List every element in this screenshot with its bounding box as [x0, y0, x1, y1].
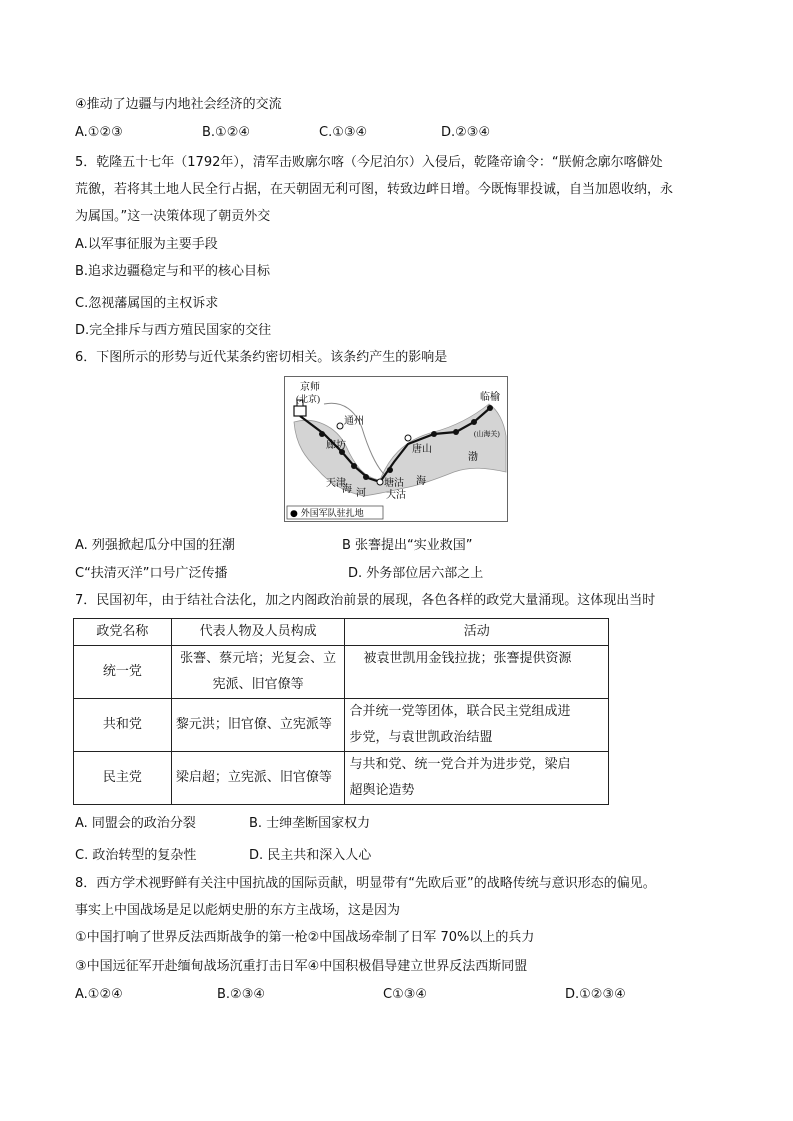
- q6-map-figure: [284, 376, 508, 522]
- q5-option-d[interactable]: D.完全排斥与西方殖民国家的交往: [75, 323, 272, 338]
- q7-option-d[interactable]: D. 民主共和深入人心: [249, 848, 372, 863]
- party-activity-line2: [363, 672, 604, 698]
- party-people-line1: 黎元洪；旧官僚、立宪派等: [175, 717, 332, 732]
- q7-option-a[interactable]: A. 同盟会的政治分裂: [75, 816, 196, 831]
- table-row: [74, 752, 609, 805]
- q5-stem-line3: 为属国。”这一决策体现了朝贡外交: [75, 209, 271, 224]
- map-label-tongzhou: 通州: [344, 416, 364, 427]
- q5-option-c[interactable]: C.忽视藩属国的主权诉求: [75, 296, 219, 311]
- party-activity-line1: 合并统一党等团体，联合民主党组成进: [349, 704, 571, 719]
- q7-option-b[interactable]: B. 士绅垄断国家权力: [249, 816, 371, 831]
- map-label-jingshi: 京师: [300, 382, 320, 393]
- q8-option-a[interactable]: A.①②④: [75, 987, 123, 1002]
- party-activity: [345, 752, 609, 805]
- q6-option-a[interactable]: A. 列强掀起瓜分中国的狂潮: [75, 538, 235, 553]
- table-header: 活动: [345, 619, 609, 646]
- party-activity-line1: 与共和党、统一党合并为进步党，梁启: [349, 757, 571, 772]
- map-label-bo: 渤: [468, 452, 478, 463]
- party-people: [171, 646, 345, 699]
- q4-option-c[interactable]: C.①③④: [319, 125, 368, 140]
- party-activity-line1: 被袁世凯用金钱拉拢；张謇提供资源: [363, 651, 572, 666]
- q8-option-c[interactable]: C①③④: [383, 987, 428, 1002]
- q7-option-c[interactable]: C. 政治转型的复杂性: [75, 848, 197, 863]
- q8-statements-3-4: ③中国远征军开赴缅甸战场沉重打击日军④中国积极倡导建立世界反法西斯同盟: [75, 959, 528, 974]
- q6-stem: 6．下图所示的形势与近代某条约密切相关。该条约产生的影响是: [75, 350, 448, 365]
- q4-option-a[interactable]: A.①②③: [75, 125, 123, 140]
- party-people: [171, 752, 345, 805]
- party-people-line2: 宪派、旧官僚等: [212, 677, 304, 692]
- party-activity: [345, 646, 609, 699]
- q5-option-a[interactable]: A.以军事征服为主要手段: [75, 237, 218, 252]
- q5-option-b[interactable]: B.追求边疆稳定与和平的核心目标: [75, 264, 271, 279]
- q4-option-d[interactable]: D.②③④: [441, 125, 491, 140]
- map-label-shanhaiguan: (山海关): [474, 430, 500, 438]
- table-header: 代表人物及人员构成: [171, 619, 345, 646]
- table-header: 政党名称: [74, 619, 172, 646]
- q5-stem-line2: 荒徼，若将其土地人民全行占据，在天朝固无利可图，转致边衅日增。今既悔罪投诚，自当加恩收纳，永: [75, 182, 674, 197]
- party-name: 共和党: [74, 699, 172, 752]
- table-header-row: [74, 619, 609, 646]
- party-activity-line2: 步党，与袁世凯政治结盟: [349, 730, 493, 745]
- table-row: [74, 646, 609, 699]
- party-people-line1: 梁启超；立宪派、旧官僚等: [175, 770, 332, 785]
- map-label-tanggu: 塘沽: [384, 478, 404, 489]
- q6-option-b[interactable]: B 张謇提出“实业救国”: [342, 538, 473, 553]
- party-people: [171, 699, 345, 752]
- q4-statement-4: ④推动了边疆与内地社会经济的交流: [75, 97, 282, 112]
- party-activity: [345, 699, 609, 752]
- q8-statements-1-2: ①中国打响了世界反法西斯战争的第一枪②中国战场牵制了日军 70%以上的兵力: [75, 930, 535, 945]
- q8-stem-line2: 事实上中国战场是足以彪炳史册的东方主战场，这是因为: [75, 903, 401, 918]
- q8-option-b[interactable]: B.②③④: [217, 987, 266, 1002]
- map-label-beijing: (北京): [296, 394, 320, 404]
- party-people-line1: 张謇、蔡元培；光复会、立: [180, 651, 337, 666]
- party-name: 民主党: [74, 752, 172, 805]
- map-label-linyu: 临榆: [480, 392, 500, 403]
- q7-party-table: [73, 618, 609, 805]
- map-troop-marker: [319, 431, 325, 437]
- q7-stem: 7．民国初年，由于结社合法化，加之内阁政治前景的展现，各色各样的政党大量涌现。这体现出当时: [75, 593, 656, 608]
- map-legend: ● 外国军队驻扎地: [290, 509, 364, 519]
- map-label-tianjin: 天津: [326, 478, 346, 489]
- table-row: [74, 699, 609, 752]
- q8-stem-line1: 8．西方学术视野鲜有关注中国抗战的国际贡献，明显带有“先欧后亚”的战略传统与意识形态的偏见。: [75, 876, 656, 891]
- q6-option-c[interactable]: C“扶清灭洋”口号广泛传播: [75, 566, 228, 581]
- map-label-dagu: 大沽: [386, 490, 406, 501]
- map-label-hai: 海: [416, 476, 426, 487]
- party-name: 统一党: [74, 646, 172, 699]
- map-label-tangshan: 唐山: [412, 444, 432, 455]
- map-label-langfang: 廊坊: [326, 440, 346, 451]
- q4-option-b[interactable]: B.①②④: [202, 125, 251, 140]
- q8-option-d[interactable]: D.①②③④: [565, 987, 626, 1002]
- q6-option-d[interactable]: D. 外务部位居六部之上: [348, 566, 484, 581]
- map-label-sea2: 海: [342, 484, 352, 495]
- q5-stem-line1: 5．乾隆五十七年（1792年），清军击败廓尔喀（今尼泊尔）入侵后，乾隆帝谕令：“朕俯念廓尔喀僻处: [75, 155, 663, 170]
- party-activity-line2: 超舆论造势: [349, 783, 415, 798]
- map-label-he: 河: [356, 488, 366, 499]
